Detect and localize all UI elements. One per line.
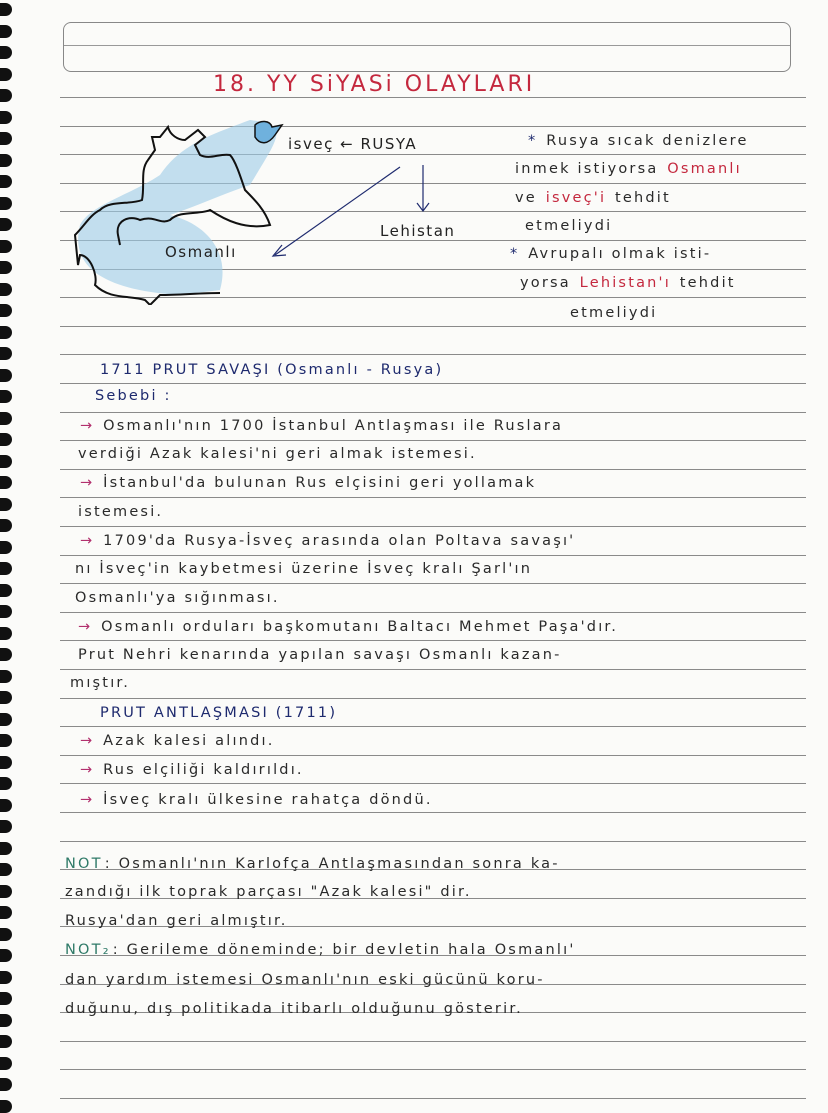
binding-ring	[0, 412, 12, 425]
binding-ring	[0, 519, 12, 532]
note-text: yorsa	[520, 275, 578, 291]
binding-ring	[0, 197, 12, 210]
arrow-bullet-icon: →	[80, 418, 95, 434]
binding-ring	[0, 777, 12, 790]
map-sea-fill	[78, 120, 276, 295]
note-text: Prut Nehri kenarında yapılan savaşı Osmanlı kazan-	[78, 647, 562, 663]
note-line	[100, 362, 445, 378]
binding-ring	[0, 1057, 12, 1070]
ruled-line	[60, 698, 806, 699]
binding-ring	[0, 627, 12, 640]
arrow-bullet-icon: →	[80, 792, 95, 808]
note-text: Osmanlı'ya sığınması.	[75, 590, 280, 606]
ruled-line	[60, 326, 806, 327]
binding-ring	[0, 261, 12, 274]
note-text: istemesi.	[78, 504, 164, 520]
note-text: duğunu, dış politikada itibarlı olduğunu gösterir.	[65, 1001, 523, 1017]
note-line	[78, 446, 479, 462]
binding-ring	[0, 648, 12, 661]
note-line	[520, 275, 738, 291]
note-text: : Gerileme döneminde; bir devletin hala Osmanlı'	[112, 942, 576, 958]
ruled-line	[60, 383, 806, 384]
ruled-line	[60, 755, 806, 756]
binding-ring	[0, 971, 12, 984]
label-isvec: isveç	[288, 135, 334, 153]
ruled-line	[60, 583, 806, 584]
arrowhead-osmanli-icon	[273, 245, 286, 256]
binding-ring	[0, 89, 12, 102]
binding-ring	[0, 433, 12, 446]
binding-ring	[0, 218, 12, 231]
binding-ring	[0, 756, 12, 769]
arrow-bullet-icon: →	[80, 533, 95, 549]
binding-ring	[0, 240, 12, 253]
arrow-bullet-icon: →	[80, 762, 95, 778]
arrow-rusya-to-osmanli	[275, 167, 400, 255]
note-line	[75, 590, 282, 606]
note-text: NOT₂	[65, 942, 111, 958]
note-line	[78, 647, 564, 663]
binding-ring	[0, 46, 12, 59]
note-text: Lehistan'ı	[579, 275, 671, 291]
ruled-line	[60, 812, 806, 813]
ruled-line	[60, 526, 806, 527]
binding-ring	[0, 562, 12, 575]
binding-ring	[0, 25, 12, 38]
note-text: Azak kalesi alındı.	[96, 733, 275, 749]
note-text: etmeliydi	[525, 218, 613, 234]
note-line	[95, 388, 174, 404]
ruled-line	[60, 783, 806, 784]
note-line	[515, 190, 673, 206]
note-line	[80, 733, 277, 749]
binding-ring	[0, 3, 12, 16]
asterisk-icon: *	[528, 133, 538, 149]
ruled-line	[60, 669, 806, 670]
ruled-line	[60, 97, 806, 98]
binding-ring	[0, 713, 12, 726]
note-text: İsveç kralı ülkesine rahatça döndü.	[96, 792, 433, 808]
label-rusya: RUSYA	[360, 135, 418, 153]
note-line	[570, 305, 659, 321]
note-line	[80, 475, 538, 491]
note-text: inmek istiyorsa	[515, 161, 666, 177]
note-text: Osmanlı orduları başkomutanı Baltacı Mehmet Paşa'dır.	[94, 619, 619, 635]
ruled-line	[60, 555, 806, 556]
map-label-lehistan: Lehistan	[380, 222, 456, 240]
note-line	[80, 418, 565, 434]
binding-ring	[0, 1014, 12, 1027]
note-line	[80, 533, 577, 549]
binding-ring	[0, 498, 12, 511]
note-text: etmeliydi	[570, 305, 658, 321]
binding-ring	[0, 992, 12, 1005]
note-text: 1709'da Rusya-İsveç arasında olan Poltava savaşı'	[96, 533, 576, 549]
binding-ring	[0, 605, 12, 618]
binding-ring	[0, 1078, 12, 1091]
arrow-left-icon: ←	[340, 135, 355, 153]
note-line	[78, 504, 165, 520]
note-line	[65, 1001, 525, 1017]
note-line	[510, 246, 713, 262]
ruled-line	[60, 841, 806, 842]
binding-ring	[0, 842, 12, 855]
binding-ring	[0, 863, 12, 876]
header-box	[63, 22, 791, 72]
binding-ring	[0, 1035, 12, 1048]
ruled-line	[60, 1041, 806, 1042]
note-line	[70, 675, 132, 691]
binding-ring	[0, 691, 12, 704]
binding-ring	[0, 820, 12, 833]
binding-ring	[0, 906, 12, 919]
note-text: NOT	[65, 856, 103, 872]
ruled-line	[60, 497, 806, 498]
map-sketch	[60, 115, 500, 305]
note-line	[525, 218, 614, 234]
page-title: 18. YY SiYASi OLAYLARI	[213, 72, 536, 97]
map-label-isvec	[288, 135, 417, 153]
note-text: verdiği Azak kalesi'ni geri almak istemesi.	[78, 446, 477, 462]
ruled-line	[60, 469, 806, 470]
asterisk-icon: *	[510, 246, 520, 262]
binding-ring	[0, 885, 12, 898]
binding-ring	[0, 584, 12, 597]
note-text: : Osmanlı'nın Karlofça Antlaşmasından sonra ka-	[104, 856, 560, 872]
binding-ring	[0, 734, 12, 747]
ruled-line	[60, 612, 806, 613]
binding-ring	[0, 949, 12, 962]
header-box-divider	[64, 45, 790, 46]
note-line	[100, 705, 339, 721]
note-text: mıştır.	[70, 675, 131, 691]
binding-ring	[0, 347, 12, 360]
note-text: PRUT ANTLAŞMASI (1711)	[100, 705, 338, 721]
binding-ring	[0, 476, 12, 489]
note-text: Sebebi :	[95, 388, 172, 404]
note-text: Rusya'dan geri almıştır.	[65, 913, 288, 929]
binding-ring	[0, 670, 12, 683]
binding-ring	[0, 928, 12, 941]
binding-ring	[0, 541, 12, 554]
binding-ring	[0, 175, 12, 188]
ruled-line	[60, 1098, 806, 1099]
ruled-line	[60, 640, 806, 641]
binding-ring	[0, 390, 12, 403]
binding-ring	[0, 369, 12, 382]
ruled-line	[60, 412, 806, 413]
note-line	[65, 972, 547, 988]
binding-ring	[0, 154, 12, 167]
note-line	[65, 913, 290, 929]
note-text: İstanbul'da bulunan Rus elçisini geri yollamak	[96, 475, 537, 491]
note-text: isveç'i	[545, 190, 607, 206]
binding-ring	[0, 799, 12, 812]
note-text: dan yardım istemesi Osmanlı'nın eski gücünü koru-	[65, 972, 545, 988]
note-line	[65, 884, 474, 900]
map-label-osmanli: Osmanlı	[165, 243, 237, 261]
ruled-line	[60, 440, 806, 441]
binding-ring	[0, 68, 12, 81]
binding-ring	[0, 283, 12, 296]
note-line	[75, 561, 534, 577]
note-text: nı İsveç'in kaybetmesi üzerine İsveç kralı Şarl'ın	[75, 561, 533, 577]
note-line	[80, 792, 435, 808]
ruled-line	[60, 726, 806, 727]
note-line	[515, 161, 744, 177]
note-line	[78, 619, 620, 635]
note-text: 1711 PRUT SAVAŞI (Osmanlı - Rusya)	[100, 362, 444, 378]
note-text: ve	[515, 190, 544, 206]
binding-ring	[0, 326, 12, 339]
note-line	[65, 856, 562, 872]
note-text: Osmanlı	[667, 161, 742, 177]
note-text: Rusya sıcak denizlere	[539, 133, 749, 149]
note-text: tehdit	[608, 190, 671, 206]
note-line	[528, 133, 751, 149]
note-text: zandığı ilk toprak parçası "Azak kalesi" dir.	[65, 884, 472, 900]
note-line	[80, 762, 306, 778]
note-text: Avrupalı olmak isti-	[521, 246, 712, 262]
binding-ring	[0, 455, 12, 468]
note-line	[65, 942, 578, 958]
note-text: tehdit	[672, 275, 736, 291]
binding-ring	[0, 1100, 12, 1113]
binding-ring	[0, 132, 12, 145]
note-text: Osmanlı'nın 1700 İstanbul Antlaşması ile Ruslara	[96, 418, 564, 434]
ruled-line	[60, 354, 806, 355]
arrow-bullet-icon: →	[80, 733, 95, 749]
binding-ring	[0, 111, 12, 124]
note-text: Rus elçiliği kaldırıldı.	[96, 762, 304, 778]
arrow-bullet-icon: →	[80, 475, 95, 491]
ruled-line	[60, 1069, 806, 1070]
arrow-bullet-icon: →	[78, 619, 93, 635]
binding-ring	[0, 304, 12, 317]
map-outline-north	[255, 121, 282, 142]
